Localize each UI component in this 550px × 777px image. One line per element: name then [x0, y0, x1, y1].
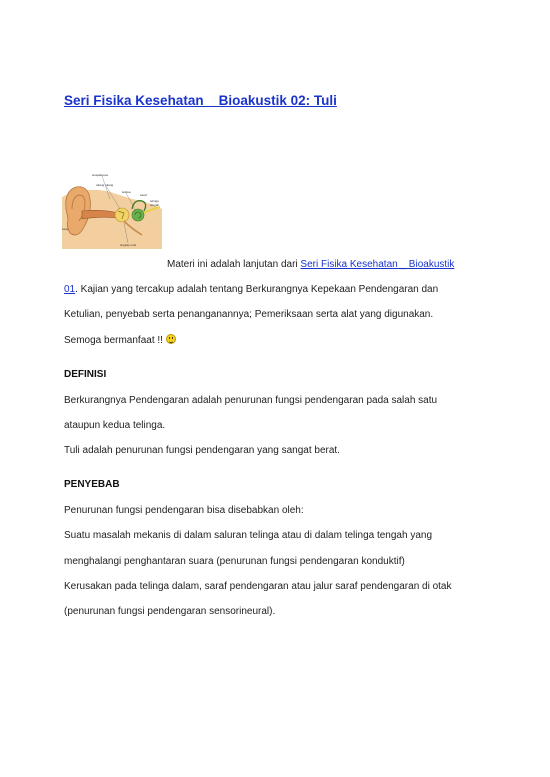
image-label-4: telinga — [150, 199, 159, 203]
image-label-5: tengah — [150, 203, 160, 207]
section-heading-definisi: DEFINISI — [64, 369, 107, 380]
image-label-6: liang — [62, 227, 69, 231]
ear-anatomy-image — [62, 169, 162, 249]
image-label-2: koklea — [122, 190, 131, 194]
intro-text: Semoga bermanfaat !! — [64, 335, 166, 346]
penyebab-line-4: Kerusakan pada telinga dalam, saraf pendengaran atau jalur saraf pendengaran di otak — [64, 581, 452, 592]
image-label-bottom: tingkap oval — [120, 243, 137, 247]
penyebab-line-5: (penurunan fungsi pendengaran sensorineural). — [64, 606, 276, 617]
intro-line-3: Ketulian, penyebab serta penanganannya; Pemeriksaan serta alat yang digunakan. — [64, 309, 434, 320]
definisi-line-1: Berkurangnya Pendengaran adalah penurunan fungsi pendengaran pada salah satu — [64, 395, 438, 406]
article-title-link[interactable]: Seri Fisika Kesehatan _ Bioakustik 02: Tuli — [64, 93, 337, 108]
previous-article-link[interactable]: Seri Fisika Kesehatan _ Bioakustik — [300, 259, 455, 270]
image-label-1: tulang tulang — [96, 183, 114, 187]
image-label-3: saraf — [140, 193, 147, 197]
intro-line-2 — [64, 284, 438, 296]
section-heading-penyebab: PENYEBAB — [64, 479, 120, 490]
intro-text: Materi ini adalah lanjutan dari — [167, 259, 301, 270]
intro-line-4 — [64, 334, 176, 347]
previous-article-link-cont[interactable]: 01 — [64, 284, 76, 295]
definisi-line-2: ataupun kedua telinga. — [64, 420, 166, 431]
intro-text: . Kajian yang tercakup adalah tentang Berkurangnya Kepekaan Pendengaran dan — [75, 284, 439, 295]
definisi-line-3: Tuli adalah penurunan fungsi pendengaran yang sangat berat. — [64, 445, 340, 456]
penyebab-line-2: Suatu masalah mekanis di dalam saluran telinga atau di dalam telinga tengah yang — [64, 530, 433, 541]
image-label-top: anapalloose — [92, 173, 109, 177]
intro-line-1 — [167, 259, 454, 271]
penyebab-line-1: Penurunan fungsi pendengaran bisa disebabkan oleh: — [64, 505, 304, 516]
smiley-emoticon-icon — [166, 334, 176, 344]
penyebab-line-3: menghalangi penghantaran suara (penurunan fungsi pendengaran konduktif) — [64, 556, 405, 567]
